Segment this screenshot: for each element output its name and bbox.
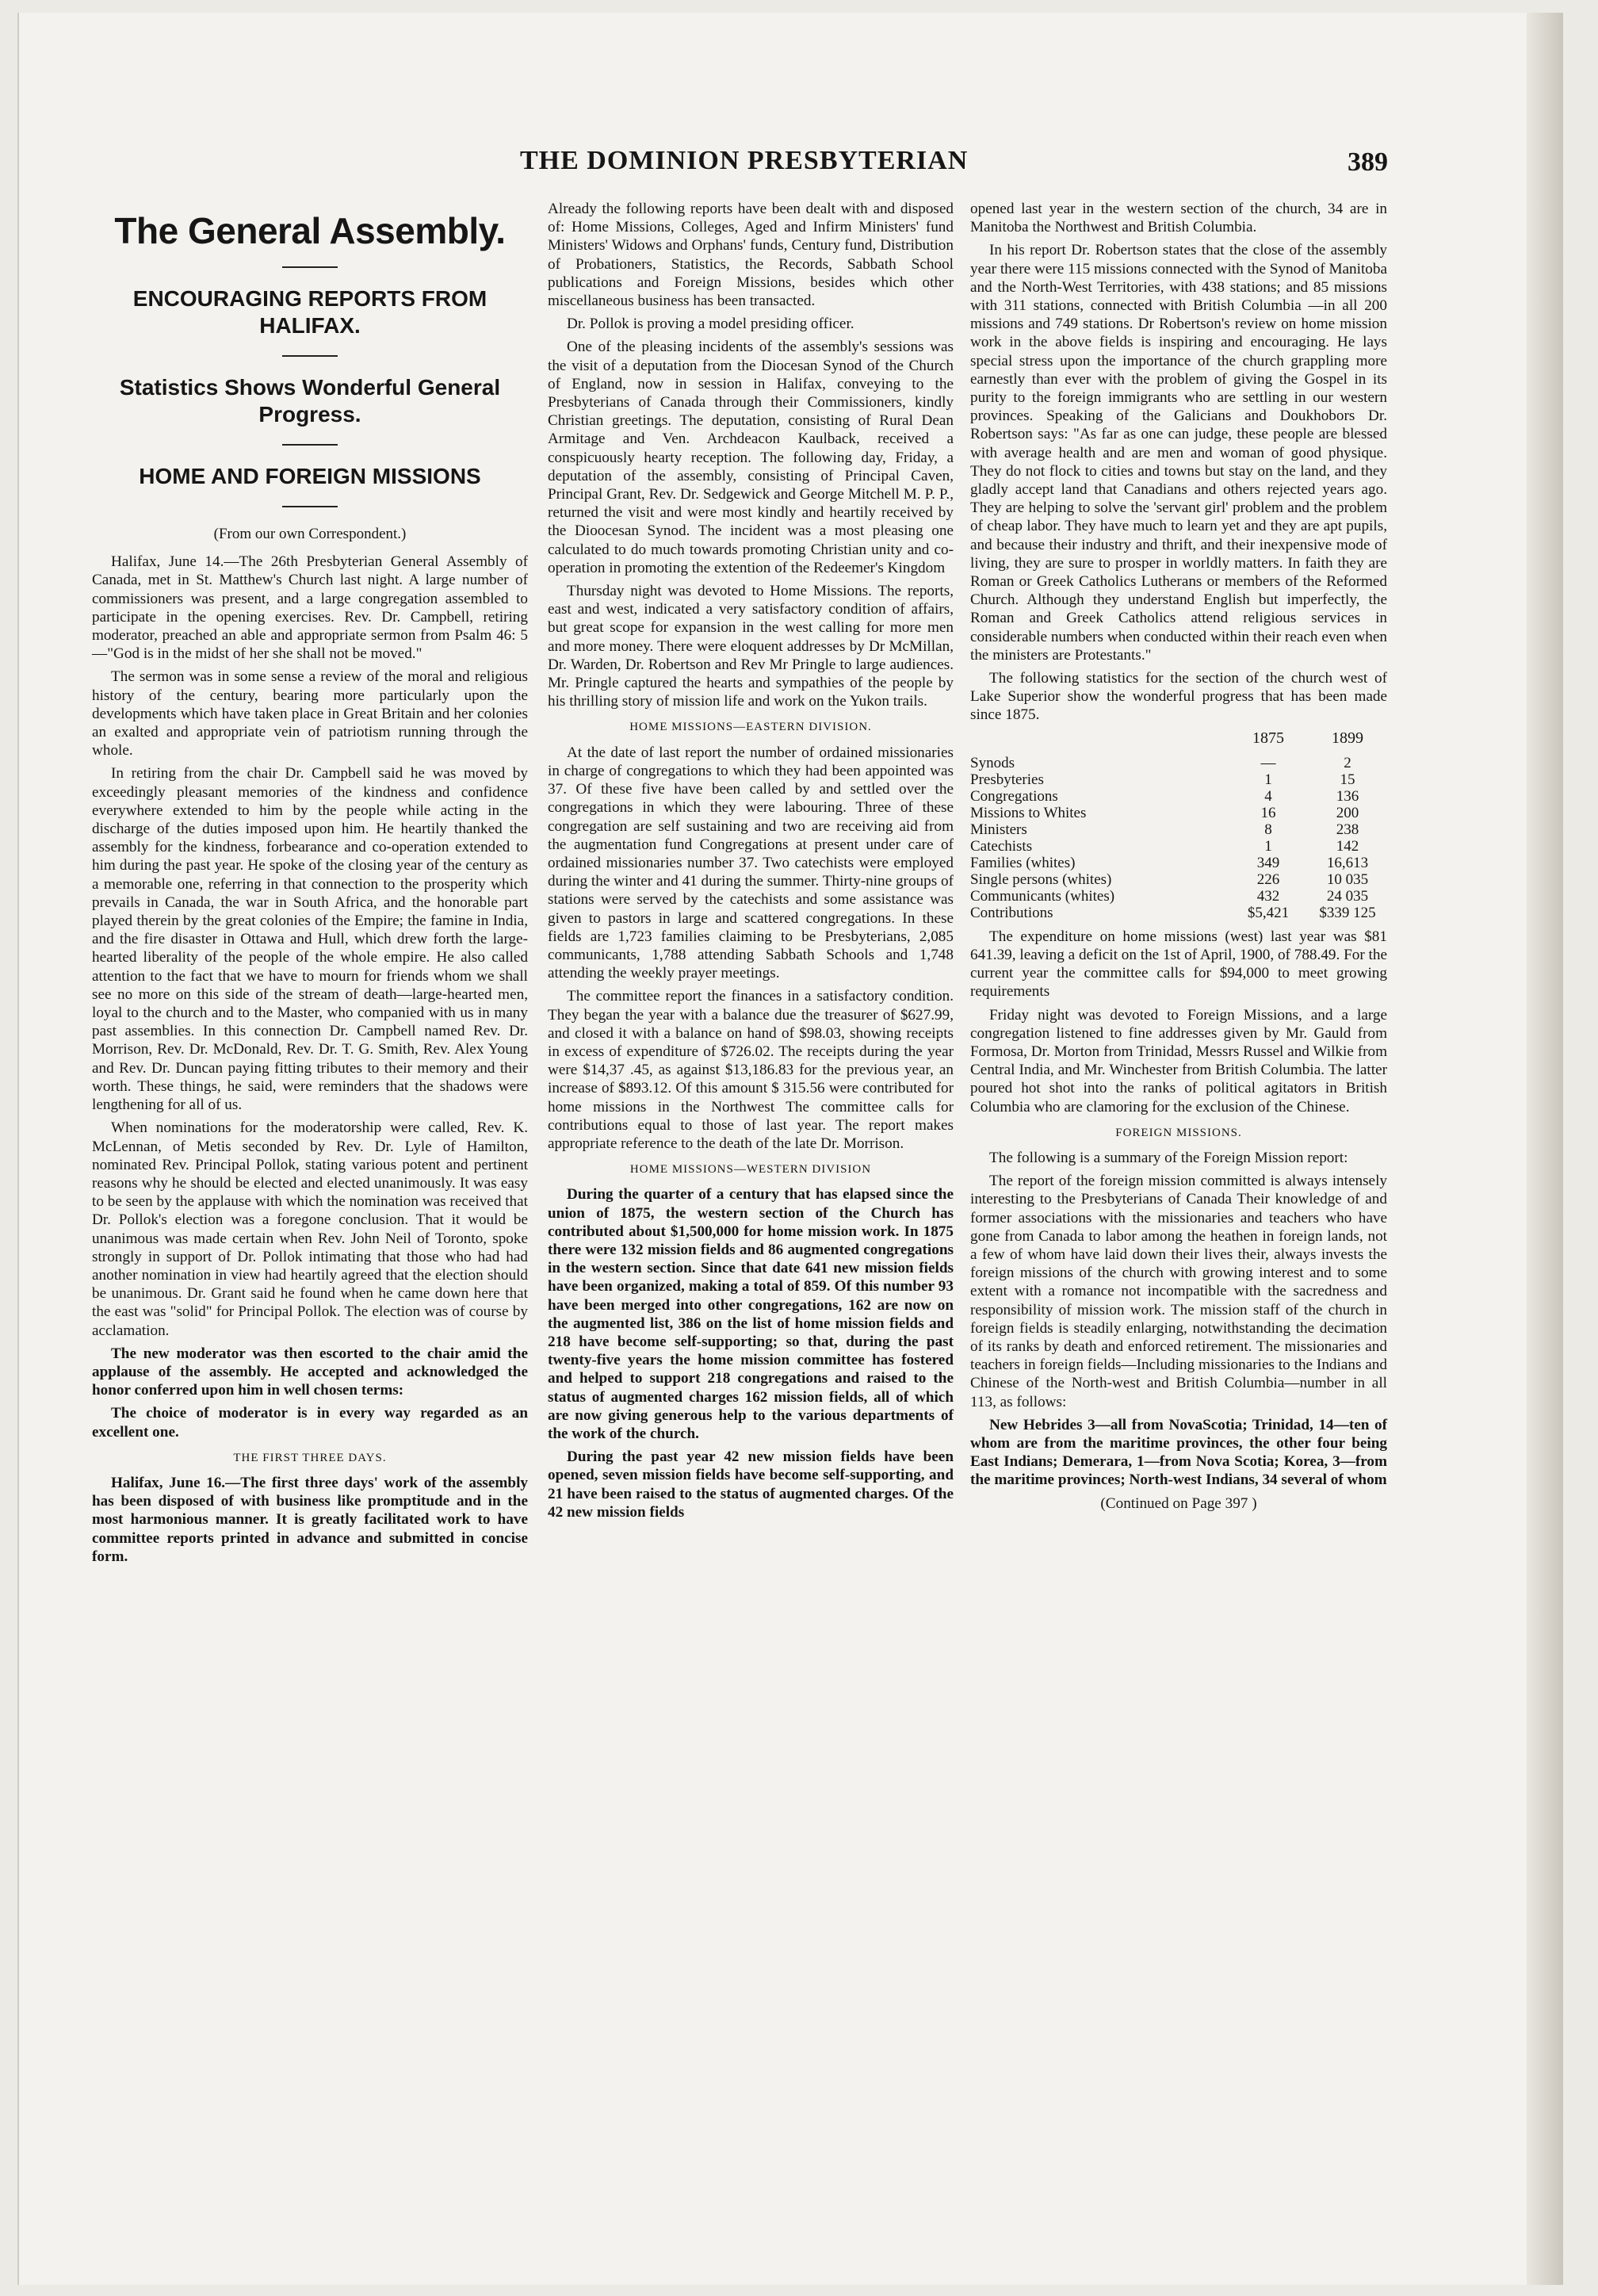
paragraph: Dr. Pollok is proving a model presiding officer.: [567, 316, 854, 333]
paragraph: Halifax, June 14.—The 26th Presbyterian General Assembly of Canada, met in St. Matthew's Church last night. A large number of commissioners was present, and a large congregation assembled to participate in the opening exercises. Rev. Dr. Campbell, retiring moderator, preached an able and appropriate sermon from Psalm 46: 5—"God is in the midst of her she shall not be moved.": [92, 553, 528, 663]
table-row: [970, 821, 1387, 838]
paragraph: Already the following reports have been dealt with and disposed of: Home Missions, Colleges, Aged and Infirm Ministers' fund Ministers' Widows and Orphans' funds, Century fund, Distribution of Probationers, Statistics, the Records, Sabbath School publications and Foreign Missions, besides which other miscellaneous business has been transacted.: [548, 201, 954, 310]
row-value: 8: [1264, 821, 1272, 838]
row-label: Presbyteries: [970, 771, 1044, 788]
subtitle-statistics: Statistics Shows Wonderful General Progress.: [119, 375, 501, 427]
paragraph: Thursday night was devoted to Home Missions. The reports, east and west, indicated a very satisfactory condition of affairs, but great scope for expansion in the west calling for more men and more money. There were eloquent addresses by Dr McMillan, Dr. Warden, Dr. Robertson and Rev Mr Pringle to large audiences. Mr. Pringle captured the hearts and sympathies of the people by his thrilling story of mission life and work on the Yukon trails.: [548, 583, 954, 710]
paragraph: The committee report the finances in a satisfactory condition. They began the year with a balance due the treasurer of $627.99, and closed it with a balance on hand of $98.03, showing receipts in excess of expenditure of $726.02. The receipts during the year were $14,37 .45, as against $13,186.83 for the previous year, an increase of $893.12. Of this amount $ 315.56 were contributed for home missions in the Northwest The committee calls for contributions equal to those of last year. The report makes appropriate reference to the death of the late Dr. Morrison.: [548, 988, 954, 1152]
row-value: $339 125: [1319, 904, 1376, 921]
table-row: [970, 788, 1387, 805]
newspaper-page: [17, 13, 1563, 2285]
table-row: [970, 838, 1387, 855]
row-value: 16,613: [1326, 854, 1369, 871]
paragraph: The sermon was in some sense a review of the moral and religious history of the century, bearing more particularly upon the developments which have taken place in Great Britain and her colonies an exalted and appropriate vein of patriotism running through the whole.: [92, 668, 528, 760]
page-number: 389: [1348, 147, 1388, 177]
paragraph: When nominations for the moderatorship were called, Rev. K. McLennan, of Metis seconded by Rev. Dr. Lyle of Hamilton, nominated Rev. Principal Pollok, stating various potent and pertinent reasons why he should be elected and elected unanimously. It was easy to be seen by the applause with which the nomination was received that Dr. Pollok's election was a foregone conclusion. That it would be unanimous was made certain when Rev. John Neil of Toronto, spoke strongly in support of Dr. Pollok intimating that those who had had another nomination in view had heartily agreed that the election should be unanimous. Dr. Grant said he found when he came down here that the east was "solid" for Principal Pollok. The election was of course by acclamation.: [92, 1119, 528, 1339]
table-row: [970, 755, 1387, 771]
running-head: THE DOMINION PRESBYTERIAN: [520, 146, 969, 175]
table-row: [970, 771, 1387, 788]
row-value: 238: [1336, 821, 1359, 838]
row-value: 16: [1260, 804, 1276, 821]
paragraph: In retiring from the chair Dr. Campbell said he was moved by exceedingly pleasant memories of the kindness and confidence everywhere extended to him by the people while acting in the discharge of the duties imposed upon him. He heartily thanked the assembly for the kindness, forbearance and co-operation extended to him during the past year. He spoke of the closing year of the century as a memorable one, referring in that connection to the prosperity which prevails in Canada, the war in South Africa, and the honorable part played therein by the great colonies of the Empire; the famine in India, and the fire disaster in Ottawa and Hull, which drew forth the large-hearted liberality of the people of the whole empire. He also called attention to the fact that we have to mourn for friends whom we shall see no more on this side of the stream of death—large-hearted men, loyal to the church and to the Master, who companied with us in many past assemblies. In this connection Dr. Campbell named Rev. Dr. Morrison, Rev. Dr. McDonald, Rev. Dr. T. G. Smith, Rev. Alex Young and Rev. Dr. Duncan paying fitting tributes to their memory and their worth. These things, he said, were reminders that the shadows were lengthening for all of us.: [92, 765, 528, 1114]
row-label: Communicants (whites): [970, 887, 1115, 905]
row-value: —: [1260, 754, 1276, 771]
paragraph: Friday night was devoted to Foreign Missions, and a large congregation listened to fine addresses given by Mr. Gauld from Formosa, Dr. Morton from Trinidad, Messrs Russel and Wilkie from Central India, and Mr. Winchester from British Columbia. The latter poured hot shot into the ranks of political agitators in British Columbia who are clamoring for the exclusion of the Chinese.: [970, 1006, 1387, 1115]
row-label: Ministers: [970, 821, 1027, 838]
paragraph: The report of the foreign mission committed is always intensely interesting to the Presbyterians of Canada Their knowledge of and former associations with the missionaries and teachers who have gone from Canada to labor among the heathen in foreign lands, not a few of whom have laid down their lives their, always invests the foreign missions of the church with growing interest and to some extent with a romance not incompatible with the sacredness and responsibility of mission work. The mission staff of the church in foreign fields is steadily enlarging, notwithstanding the decimation of its ranks by death and enforced retirement. The missionaries and teachers in foreign fields—Including missionaries to the Indians and Chinese of the North-west and British Columbia—number in all 113, as follows:: [970, 1173, 1387, 1410]
subhead-foreign-missions: FOREIGN MISSIONS.: [1115, 1126, 1242, 1139]
row-value: 15: [1340, 771, 1355, 788]
table-row: [970, 888, 1387, 905]
correspondent-line: (From our own Correspondent.): [213, 526, 407, 542]
title-rule: [282, 266, 338, 268]
row-value: 1: [1264, 837, 1272, 855]
paragraph: The new moderator was then escorted to the chair amid the applause of the assembly. He accepted and acknowledged the honor conferred upon him in well chosen terms:: [92, 1345, 528, 1399]
row-value: 432: [1256, 887, 1280, 905]
column-3: [970, 200, 1387, 1513]
paragraph: The following is a summary of the Foreign Mission report:: [989, 1149, 1348, 1166]
paragraph: The choice of moderator is in every way regarded as an excellent one.: [92, 1405, 528, 1441]
subtitle-rule: [282, 355, 338, 357]
paragraph: During the past year 42 new mission fields have been opened, seven mission fields have become self-supporting, and 21 have been raised to the status of augmented charges. Of the 42 new mission fields: [548, 1448, 954, 1521]
subhead-eastern-division: HOME MISSIONS—EASTERN DIVISION.: [629, 721, 872, 734]
statistics-table: [970, 729, 1387, 921]
row-value: 4: [1264, 787, 1272, 805]
row-value: 349: [1256, 854, 1280, 871]
row-label: Contributions: [970, 904, 1053, 921]
row-value: 2: [1344, 754, 1351, 771]
table-row: [970, 905, 1387, 921]
paragraph: Halifax, June 16.—The first three days' work of the assembly has been disposed of with business like promptitude and in the most harmonious manner. It is greatly facilitated work to have committee reports printed in advance and submitted in concise form.: [92, 1474, 528, 1565]
row-value: 24 035: [1326, 887, 1369, 905]
row-value: 226: [1256, 871, 1280, 888]
continued-note: (Continued on Page 397 ): [1100, 1494, 1257, 1512]
column-header-1875: 1875: [1252, 729, 1284, 747]
subtitle-rule: [282, 444, 338, 446]
row-value: 200: [1336, 804, 1359, 821]
paragraph: One of the pleasing incidents of the assembly's sessions was the visit of a deputation from the Diocesan Synod of the Church of England, now in session in Halifax, conveying to the Presbyterians of Canada through their Commissioners, kindly Christian greetings. The deputation, consisting of Rural Dean Armitage and Ven. Archdeacon Kaulback, received a conspicuously hearty reception. The following day, Friday, a deputation of the assembly, consisting of Principal Caven, Principal Grant, Rev. Dr. Sedgewick and George Mitchell M. P. P., returned the visit and were most kindly and heartily received by the Dioocesan Synod. The incident was a most pleasing one calculated to do much towards promoting Christian unity and co-operation in promoting the extention of the Redeemer's Kingdom: [548, 339, 954, 576]
subhead-western-division: HOME MISSIONS—WESTERN DIVISION: [629, 1163, 872, 1177]
row-label: Families (whites): [970, 854, 1076, 871]
table-row: [970, 871, 1387, 888]
paragraph: In his report Dr. Robertson states that the close of the assembly year there were 115 missions connected with the Synod of Manitoba and the North-West Territories, with 438 stations; and 85 missions with 311 stations, connected with British Columbia —in all 200 missions and 749 stations. Dr Robertson's review on home mission work in the above fields is inspiring and encouraging. He lays special stress upon the importance of the church grappling more earnestly than ever with the problem of giving the Gospel in its purity to the foreign immigrants who are settling in our western provinces. Speaking of the Galicians and Doukhobors Dr. Robertson says: "As far as one can judge, these people are blessed with average health and are men and woman of good physique. They do not flock to cities and towns but stay on the land, and they gladly accept land that Canadians and others rejected years ago. They are helping to solve the 'servant girl' problem and the problem of cheap labor. They have much to learn yet and they are apt pupils, and because their industry and thrift, and their inexpensive mode of living, they are sure to prosper in worldly matters. In faith they are Roman or Greek Catholics Lutherans or members of the Reformed Church. Although they understand English but imperfectly, the Roman and Greek Catholics attend religious services in considerable numbers when conducted within their reach even when the ministers are Protestants.": [970, 242, 1387, 664]
paragraph: During the quarter of a century that has elapsed since the union of 1875, the western section of the Church has contributed about $1,500,000 for home mission work. In 1875 there were 132 mission fields and 86 augmented congregations in the western section. Since that date 641 new mission fields have been organized, making a total of 859. Of this number 93 have been merged into other congregations, 162 are now on the augmented list, 386 on the list of home mission fields and 218 have become self-supporting; so that, during the past twenty-five years the home mission committee has fostered and helped to support 218 congregations and raised to the status of augmented charges 162 mission fields, all of which are now giving generous help to the various departments of the work of the church.: [548, 1186, 954, 1442]
table-row: [970, 805, 1387, 821]
paragraph: opened last year in the western section of the church, 34 are in Manitoba the Northwest and British Columbia.: [970, 201, 1387, 236]
paragraph: The following statistics for the section of the church west of Lake Superior show the wonderful progress that has been made since 1875.: [970, 670, 1387, 724]
column-1: [92, 200, 528, 1571]
page-edge: [1527, 13, 1563, 2285]
row-value: 142: [1336, 837, 1359, 855]
subtitle-rule: [282, 506, 338, 507]
subtitle-missions: HOME AND FOREIGN MISSIONS: [139, 464, 481, 488]
paragraph: At the date of last report the number of ordained missionaries in charge of congregations to which they had been appointed was 37. Of these five have been called by and settled over the congregations in which they were labouring. Three of these congregation are self sustaining and two are receiving aid from the augmentation fund Congregations at present under care of ordained missionaries number 37. Two catechists were employed during the winter and 41 during the summer. Thirty-nine groups of stations were served by the catechists and some assistance was given to pastors in large and scattered congregations. In these fields are 1,723 families claiming to be Presbyterians, 2,085 communicants, 1,788 attending Sabbath Schools and 1,748 attending the weekly prayer meetings.: [548, 744, 954, 982]
subtitle-encouraging: ENCOURAGING REPORTS FROM HALIFAX.: [132, 286, 487, 338]
row-value: 10 035: [1326, 871, 1369, 888]
paragraph: New Hebrides 3—all from NovaScotia; Trinidad, 14—ten of whom are from the maritime provinces, the other four being East Indians; Demerara, 1—from Nova Scotia; Korea, 3—from the maritime provinces; North-west Indians, 34 several of whom: [970, 1416, 1387, 1489]
row-label: Missions to Whites: [970, 804, 1087, 821]
row-label: Single persons (whites): [970, 871, 1112, 888]
row-value: $5,421: [1247, 904, 1290, 921]
row-value: 1: [1264, 771, 1272, 788]
row-value: 136: [1336, 787, 1359, 805]
table-row: [970, 855, 1387, 871]
row-label: Synods: [970, 754, 1015, 771]
row-label: Congregations: [970, 787, 1058, 805]
article-title: The General Assembly.: [114, 210, 506, 251]
subhead-first-three-days: THE FIRST THREE DAYS.: [233, 1451, 387, 1464]
column-header-1899: 1899: [1332, 729, 1363, 747]
column-2: [548, 200, 954, 1526]
paragraph: The expenditure on home missions (west) last year was $81 641.39, leaving a deficit on the 1st of April, 1900, of 788.49. For the current year the committee calls for $94,000 to meet growing requirements: [970, 928, 1387, 1001]
row-label: Catechists: [970, 837, 1033, 855]
